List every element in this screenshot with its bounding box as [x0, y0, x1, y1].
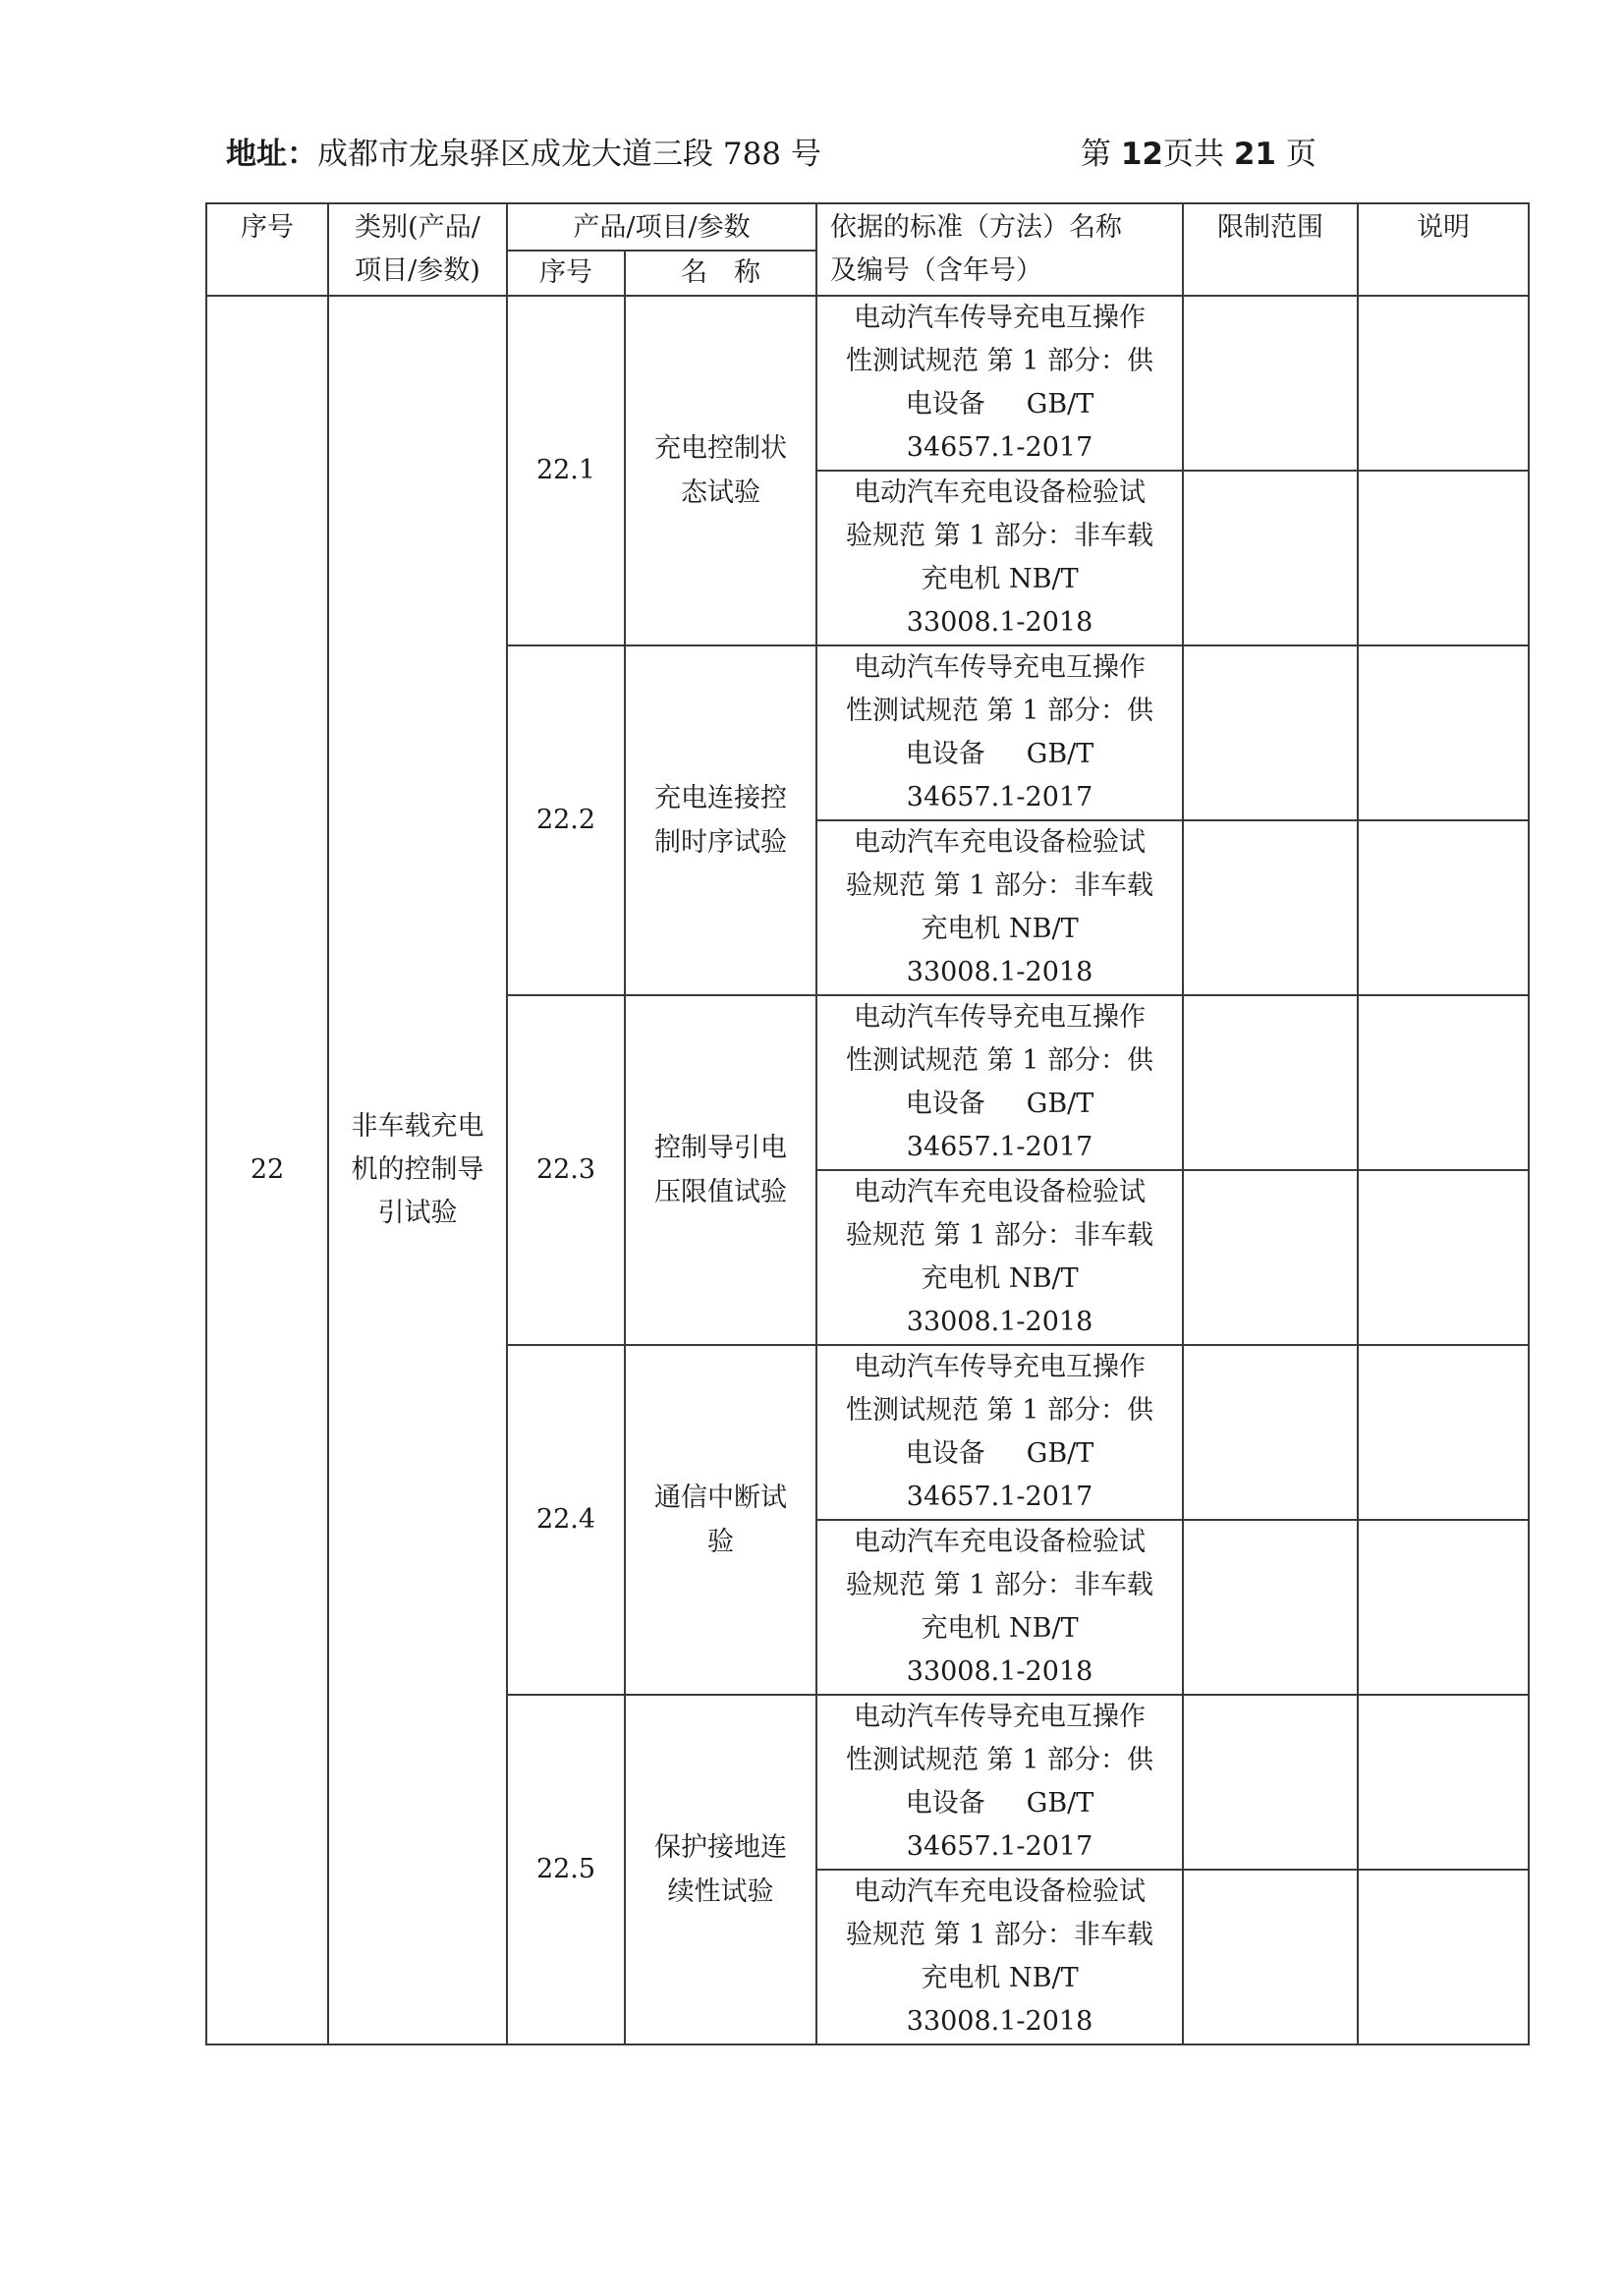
- standard-code: 34657.1-2017: [906, 782, 1093, 812]
- standard-line: 验规范 第 1 部分：非车载: [846, 521, 1153, 551]
- address-label: 地址：: [226, 137, 317, 172]
- test-name-line: 续性试验: [667, 1876, 774, 1907]
- test-name-line: 充电连接控: [654, 783, 787, 813]
- standard-code: GB/T: [1026, 389, 1094, 420]
- note-cell: [1358, 1345, 1529, 1520]
- sub-seq: 22.5: [507, 1695, 625, 2044]
- test-name-line: 控制导引电: [654, 1133, 787, 1163]
- test-name-line: 制时序试验: [654, 827, 787, 858]
- standard-cell: [816, 1520, 1183, 1695]
- note-cell: [1358, 1520, 1529, 1695]
- page-middle: 页共: [1163, 137, 1234, 172]
- limit-cell: [1183, 645, 1358, 820]
- standard-code: 34657.1-2017: [906, 1132, 1093, 1162]
- standard-code: 34657.1-2017: [906, 432, 1093, 463]
- sub-seq: 22.2: [507, 645, 625, 995]
- page-suffix: 页: [1276, 137, 1316, 172]
- standard-code: GB/T: [1026, 739, 1094, 769]
- standard-line: 电设备: [905, 1089, 985, 1119]
- standard-line: 电动汽车传导充电互操作: [854, 652, 1147, 683]
- category-line: 非车载充电: [351, 1111, 484, 1142]
- standard-line: 性测试规范 第 1 部分：供: [846, 346, 1153, 376]
- standard-line: 验规范 第 1 部分：非车载: [846, 1570, 1153, 1600]
- header-seq: 序号: [206, 203, 328, 296]
- standard-line: 性测试规范 第 1 部分：供: [846, 696, 1153, 726]
- standards-table: [205, 202, 1530, 2045]
- standard-code: 33008.1-2018: [906, 1656, 1093, 1687]
- page-indicator: [1081, 129, 1316, 173]
- standard-cell: [816, 820, 1183, 995]
- limit-cell: [1183, 820, 1358, 995]
- standard-line: 验规范 第 1 部分：非车载: [846, 870, 1153, 901]
- standard-code: 33008.1-2018: [906, 607, 1093, 638]
- limit-cell: [1183, 1520, 1358, 1695]
- standard-line: 电设备: [905, 389, 985, 420]
- sub-seq: 22.4: [507, 1345, 625, 1695]
- page-current: 12: [1120, 137, 1163, 172]
- standard-line: 充电机 NB/T: [921, 564, 1079, 594]
- standard-line: 电动汽车传导充电互操作: [854, 303, 1147, 333]
- category-line: 机的控制导: [351, 1154, 484, 1185]
- test-name-line: 验: [707, 1527, 734, 1557]
- standard-line: 性测试规范 第 1 部分：供: [846, 1395, 1153, 1426]
- header-category-line: 项目/参数): [355, 255, 480, 286]
- test-name: [625, 296, 816, 645]
- limit-cell: [1183, 1170, 1358, 1345]
- standard-line: 验规范 第 1 部分：非车载: [846, 1220, 1153, 1251]
- standard-line: 电设备: [905, 739, 985, 769]
- header-limit: 限制范围: [1183, 203, 1358, 296]
- standard-line: 电动汽车充电设备检验试: [854, 827, 1147, 858]
- standard-line: 电动汽车充电设备检验试: [854, 1876, 1147, 1907]
- standard-line: 充电机 NB/T: [921, 1263, 1079, 1294]
- standard-line: 充电机 NB/T: [921, 1613, 1079, 1644]
- test-name-line: 态试验: [681, 477, 760, 508]
- note-cell: [1358, 1170, 1529, 1345]
- test-name-line: 充电控制状: [654, 433, 787, 464]
- standard-code: 33008.1-2018: [906, 1307, 1093, 1337]
- sub-seq: 22.3: [507, 995, 625, 1345]
- standard-line: 性测试规范 第 1 部分：供: [846, 1745, 1153, 1775]
- standard-line: 电设备: [905, 1438, 985, 1469]
- standard-line: 电动汽车传导充电互操作: [854, 1002, 1147, 1033]
- standard-line: 电动汽车充电设备检验试: [854, 477, 1147, 508]
- limit-cell: [1183, 1870, 1358, 2044]
- test-name-line: 通信中断试: [654, 1483, 787, 1513]
- standard-code: 34657.1-2017: [906, 1482, 1093, 1512]
- test-name-line: 保护接地连: [654, 1832, 787, 1863]
- limit-cell: [1183, 471, 1358, 645]
- standard-line: 电动汽车传导充电互操作: [854, 1702, 1147, 1732]
- test-name: [625, 1695, 816, 2044]
- header-product-group: 产品/项目/参数: [507, 203, 816, 251]
- note-cell: [1358, 1695, 1529, 1870]
- standard-line: 充电机 NB/T: [921, 914, 1079, 944]
- header-standard-line: 依据的标准（方法）名称: [830, 212, 1123, 243]
- standard-code: 33008.1-2018: [906, 957, 1093, 987]
- note-cell: [1358, 1870, 1529, 2044]
- note-cell: [1358, 471, 1529, 645]
- header-standard-line: 及编号（含年号）: [830, 255, 1043, 286]
- standard-line: 性测试规范 第 1 部分：供: [846, 1045, 1153, 1076]
- note-cell: [1358, 296, 1529, 471]
- address-line: [226, 129, 821, 173]
- test-name-line: 压限值试验: [654, 1177, 787, 1207]
- standard-line: 电动汽车传导充电互操作: [854, 1352, 1147, 1382]
- standard-cell: [816, 1345, 1183, 1520]
- page-total: 21: [1233, 137, 1276, 172]
- test-name: [625, 645, 816, 995]
- limit-cell: [1183, 995, 1358, 1170]
- header-category-line: 类别(产品/: [355, 212, 480, 243]
- note-cell: [1358, 995, 1529, 1170]
- group-category: [328, 296, 507, 2044]
- note-cell: [1358, 820, 1529, 995]
- standard-code: 34657.1-2017: [906, 1831, 1093, 1862]
- standard-cell: [816, 471, 1183, 645]
- standard-code: GB/T: [1026, 1788, 1094, 1819]
- limit-cell: [1183, 296, 1358, 471]
- standard-code: GB/T: [1026, 1089, 1094, 1119]
- standard-line: 充电机 NB/T: [921, 1963, 1079, 1993]
- address-text: 成都市龙泉驿区成龙大道三段 788 号: [317, 137, 821, 172]
- standard-cell: [816, 645, 1183, 820]
- group-seq: 22: [206, 296, 328, 2044]
- standard-line: 电设备: [905, 1788, 985, 1819]
- category-line: 引试验: [377, 1198, 458, 1228]
- standard-cell: [816, 1870, 1183, 2044]
- test-name: [625, 995, 816, 1345]
- standard-line: 验规范 第 1 部分：非车载: [846, 1920, 1153, 1950]
- header-sub-seq: 序号: [507, 251, 625, 296]
- note-cell: [1358, 645, 1529, 820]
- header-standard: [816, 203, 1183, 296]
- header-note: 说明: [1358, 203, 1529, 296]
- standard-line: 电动汽车充电设备检验试: [854, 1177, 1147, 1207]
- header-name: 名 称: [625, 251, 816, 296]
- standard-line: 电动汽车充电设备检验试: [854, 1527, 1147, 1557]
- page-prefix: 第: [1081, 137, 1121, 172]
- standard-cell: [816, 296, 1183, 471]
- sub-seq: 22.1: [507, 296, 625, 645]
- standard-code: GB/T: [1026, 1438, 1094, 1469]
- standard-cell: [816, 1695, 1183, 1870]
- standard-code: 33008.1-2018: [906, 2006, 1093, 2037]
- standard-cell: [816, 1170, 1183, 1345]
- standard-cell: [816, 995, 1183, 1170]
- test-name: [625, 1345, 816, 1695]
- limit-cell: [1183, 1695, 1358, 1870]
- limit-cell: [1183, 1345, 1358, 1520]
- header-category: [328, 203, 507, 296]
